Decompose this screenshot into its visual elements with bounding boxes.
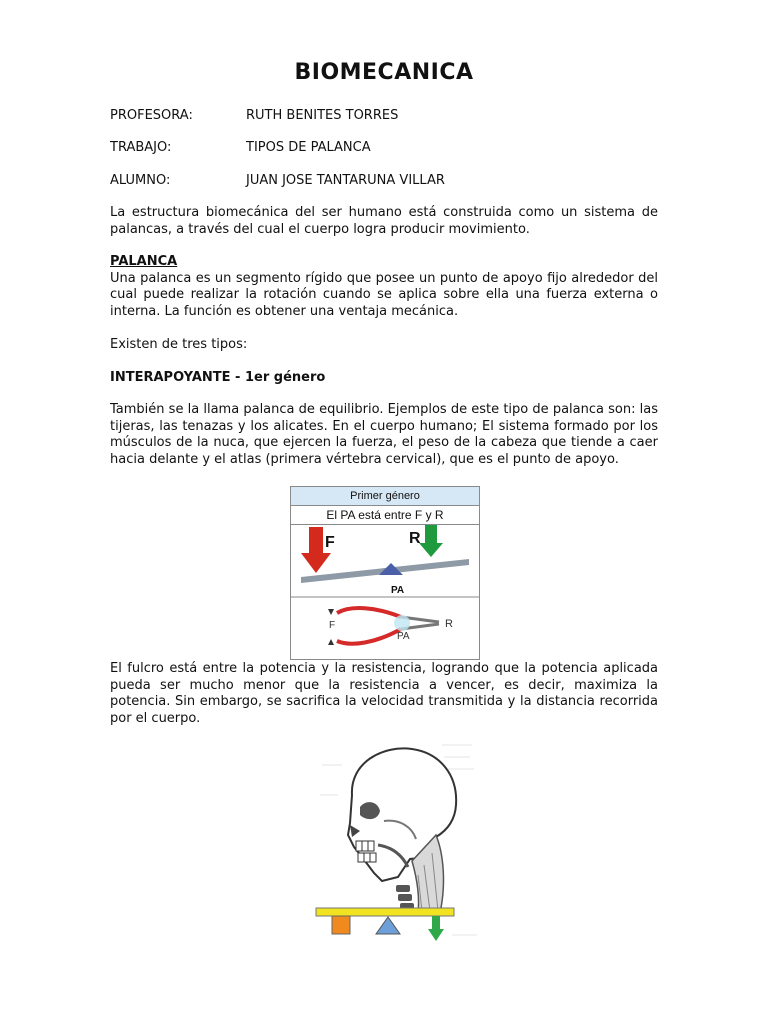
pliers-f-label: F: [329, 620, 336, 631]
force-label: F: [325, 534, 335, 551]
pliers-pivot-icon: [394, 615, 410, 631]
meta-value: RUTH BENITES TORRES: [246, 108, 399, 123]
head-lever-illustration: [312, 735, 482, 950]
force-arrow-shaft: [309, 527, 323, 555]
figure-caption-subtitle: El PA está entre F y R: [291, 506, 479, 525]
interapoyante-text: También se la llama palanca de equilibrio. Ejemplos de este tipo de palanca son: las tijeras, las tenazas y los alicates. En el cuerpo humano; El sistema formado por los músculos de la nuca, que ejercen la fuerza, el peso de la cabeza que tiende a caer hacia delante y el atlas (primera vértebra cervical), que es el punto de apoyo.: [110, 402, 658, 467]
interapoyante-heading: INTERAPOYANTE - 1er género: [110, 370, 326, 385]
meta-value: JUAN JOSE TANTARUNA VILLAR: [246, 173, 445, 188]
first-class-lever-figure: [290, 486, 480, 660]
resistance-label: R: [409, 530, 421, 547]
force-arrow-icon: [301, 553, 331, 573]
meta-value: TIPOS DE PALANCA: [246, 140, 371, 155]
meta-key: PROFESORA:: [110, 108, 193, 123]
pliers-r-label: R: [445, 618, 453, 630]
types-intro: Existen de tres tipos:: [110, 337, 248, 352]
pliers-handle-top: [337, 608, 401, 617]
lever-bar: [316, 908, 454, 916]
pliers-handle-bottom: [337, 629, 401, 644]
fulcrum-label: PA: [391, 585, 405, 596]
page-title: BIOMECANICA: [294, 60, 474, 85]
teeth: [356, 841, 376, 862]
force-arrow-shaft: [432, 916, 440, 930]
meta-key: ALUMNO:: [110, 173, 171, 188]
pliers-pa-label: PA: [397, 631, 410, 642]
palanca-heading: PALANCA: [110, 254, 178, 269]
intro-paragraph: La estructura biomecánica del ser humano está construida como un sistema de palancas, a través del cual el cuerpo logra producir movimiento.: [110, 205, 658, 237]
fulcro-paragraph: El fulcro está entre la potencia y la resistencia, logrando que la potencia aplicada pueda ser mucho menor que la resistencia a vencer, es decir, maximiza la potencia. Sin embargo, se sacrifica la velocidad transmitida y la distancia recorrida por el cuerpo.: [110, 661, 658, 726]
lever-diagram-svg: [291, 525, 479, 659]
figure-caption-title: Primer género: [291, 487, 479, 506]
palanca-text: Una palanca es un segmento rígido que posee un punto de apoyo fijo alrededor del cual puede realizar la rotación cuando se aplica sobre ella una fuerza externa o interna. La función es obtener una ventaja mecánica.: [110, 270, 658, 319]
resistance-arrow-shaft: [425, 525, 437, 545]
weight-block: [332, 916, 350, 934]
palanca-section: [110, 254, 658, 320]
meta-key: TRABAJO:: [110, 140, 172, 155]
resistance-arrow-icon: [419, 543, 443, 557]
pliers-arrow-bottom-icon: [328, 639, 334, 645]
pliers-arrow-top-icon: [328, 609, 334, 615]
